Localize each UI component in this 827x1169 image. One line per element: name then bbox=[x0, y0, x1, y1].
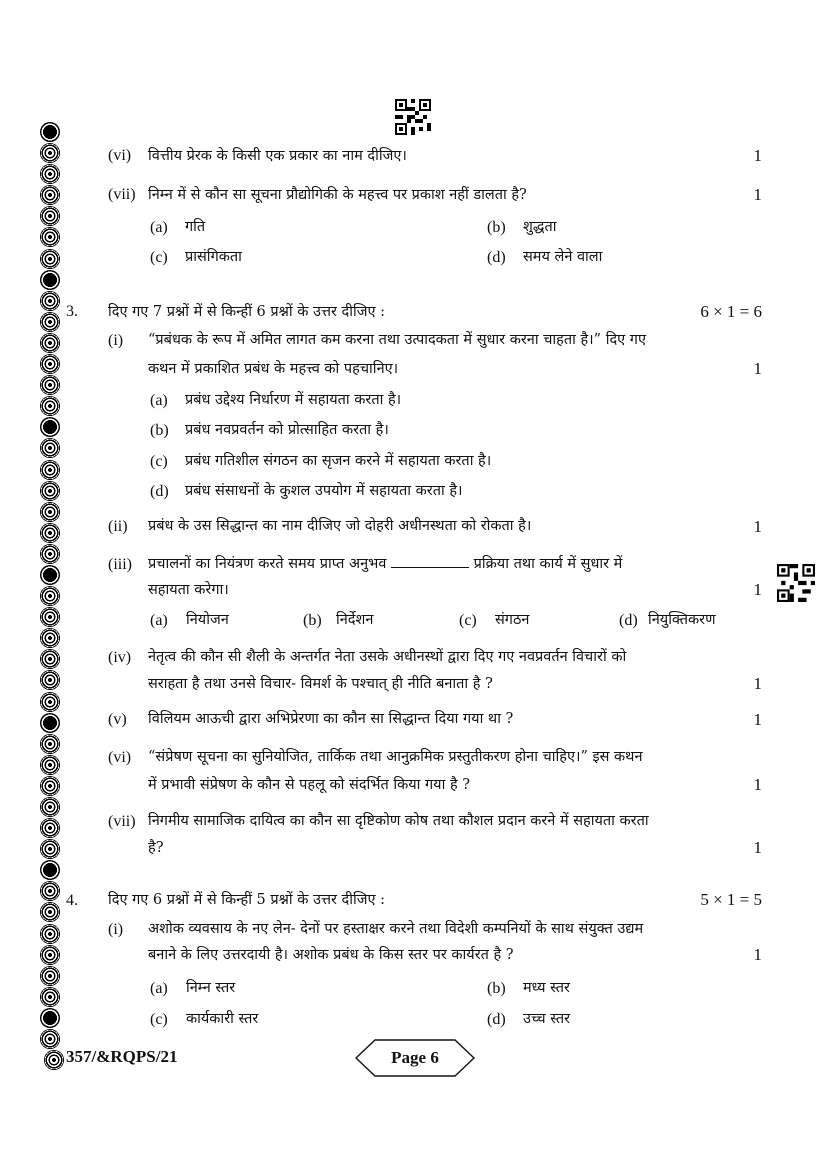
q3-instruction: दिए गए 7 प्रश्नों में से किन्हीं 6 प्रश्नों के उत्तर दीजिए : bbox=[108, 304, 385, 320]
q2-vi-text: वित्तीय प्रेरक के किसी एक प्रकार का नाम दीजिए। bbox=[148, 148, 407, 164]
q3-v-marks: 1 bbox=[753, 710, 762, 729]
border-ring bbox=[40, 354, 60, 374]
q4-i-option-c: कार्यकारी स्तर bbox=[186, 1011, 259, 1027]
border-ring bbox=[40, 438, 60, 458]
q4-i-option-d: उच्च स्तर bbox=[523, 1011, 571, 1027]
border-ring bbox=[40, 523, 60, 543]
q2-vii-option-a-label: (a) bbox=[150, 219, 168, 236]
border-ring bbox=[40, 839, 60, 859]
page-number: Page 6 bbox=[391, 1048, 439, 1067]
q3-i-line1: “प्रबंधक के रूप में अमित लागत कम करना तथा उत्पादकता में सुधार करना चाहता है।” दिए गए bbox=[148, 332, 646, 348]
q2-vii-text: निम्न में से कौन सा सूचना प्रौद्योगिकी के महत्त्व पर प्रकाश नहीं डालता है? bbox=[148, 187, 527, 203]
q3-iii-option-d: नियुक्तिकरण bbox=[648, 612, 716, 628]
q3-vii-number: (vii) bbox=[108, 813, 136, 830]
q3-v-number: (v) bbox=[108, 711, 127, 728]
q3-i-option-a-label: (a) bbox=[150, 392, 168, 409]
border-ring bbox=[40, 185, 60, 205]
q2-vii-marks: 1 bbox=[753, 185, 762, 204]
border-ring bbox=[40, 1029, 60, 1049]
border-ring bbox=[40, 692, 60, 712]
q3-iv-line2: सराहता है तथा उनसे विचार- विमर्श के पश्चात् ही नीति बनाता है ? bbox=[148, 676, 493, 692]
border-ring bbox=[40, 270, 60, 290]
qr-code-top bbox=[395, 99, 431, 135]
border-ring bbox=[40, 502, 60, 522]
border-ring bbox=[40, 396, 60, 416]
q3-v-text: विलियम आऊची द्वारा अभिप्रेरणा का कौन सा सिद्धान्त दिया गया था ? bbox=[148, 711, 514, 727]
q4-i-option-a-label: (a) bbox=[150, 980, 168, 997]
q3-i-marks: 1 bbox=[753, 359, 762, 378]
q3-i-option-d: प्रबंध संसाधनों के कुशल उपयोग में सहायता करता है। bbox=[185, 483, 463, 499]
border-ring bbox=[40, 607, 60, 627]
border-ring bbox=[40, 670, 60, 690]
border-ring bbox=[40, 312, 60, 332]
border-ring bbox=[40, 249, 60, 269]
border-ring bbox=[40, 333, 60, 353]
q3-iii-number: (iii) bbox=[108, 556, 132, 573]
border-ring bbox=[40, 713, 60, 733]
q2-vii-option-b: शुद्धता bbox=[523, 219, 557, 235]
q3-iii-option-d-label: (d) bbox=[619, 612, 638, 629]
q4-i-option-b: मध्य स्तर bbox=[523, 980, 570, 996]
q4-i-number: (i) bbox=[108, 921, 124, 938]
q3-i-option-c: प्रबंध गतिशील संगठन का सृजन करने में सहायता करता है। bbox=[185, 453, 492, 469]
q3-i-number: (i) bbox=[108, 332, 124, 349]
q3-iii-line1 bbox=[148, 554, 622, 574]
q3-i-option-b: प्रबंध नवप्रवर्तन को प्रोत्साहित करता है। bbox=[185, 422, 389, 438]
q3-number: 3. bbox=[66, 303, 78, 320]
q3-i-option-d-label: (d) bbox=[150, 483, 169, 500]
q3-vi-marks: 1 bbox=[753, 775, 762, 794]
border-ring bbox=[40, 902, 60, 922]
q2-vi-marks: 1 bbox=[753, 146, 762, 165]
fill-in-blank bbox=[391, 555, 469, 568]
q3-vii-line1: निगमीय सामाजिक दायित्व का कौन सा दृष्टिकोण कोष तथा कौशल प्रदान करने में सहायता करता bbox=[148, 813, 649, 829]
footer-ring-icon bbox=[44, 1050, 64, 1070]
q3-i-option-b-label: (b) bbox=[150, 422, 169, 439]
border-ring bbox=[40, 375, 60, 395]
border-ring bbox=[40, 776, 60, 796]
border-ring bbox=[40, 649, 60, 669]
q2-vii-option-b-label: (b) bbox=[487, 219, 506, 236]
border-ring bbox=[40, 1008, 60, 1028]
border-ring bbox=[40, 460, 60, 480]
qr-code-side bbox=[777, 564, 815, 602]
q4-i-line2: बनाने के लिए उत्तरदायी है। अशोक प्रबंध के किस स्तर पर कार्यरत है ? bbox=[148, 947, 514, 963]
q2-vi-number: (vi) bbox=[108, 147, 132, 164]
q4-i-option-b-label: (b) bbox=[487, 980, 506, 997]
border-ring bbox=[40, 966, 60, 986]
border-ring bbox=[40, 291, 60, 311]
q3-iii-marks: 1 bbox=[753, 580, 762, 599]
border-ring bbox=[40, 860, 60, 880]
q3-iv-marks: 1 bbox=[753, 674, 762, 693]
q3-ii-number: (ii) bbox=[108, 518, 128, 535]
border-ring bbox=[40, 122, 60, 142]
border-ring bbox=[40, 544, 60, 564]
border-ring bbox=[40, 924, 60, 944]
border-ring bbox=[40, 628, 60, 648]
q3-iii-option-b: निर्देशन bbox=[336, 612, 374, 628]
q4-i-option-a: निम्न स्तर bbox=[186, 980, 236, 996]
q3-ii-text: प्रबंध के उस सिद्धान्त का नाम दीजिए जो दोहरी अधीनस्थता को रोकता है। bbox=[148, 518, 532, 534]
q2-vii-option-d-label: (d) bbox=[487, 249, 506, 266]
q3-section-marks: 6 × 1 = 6 bbox=[700, 302, 762, 321]
q4-instruction: दिए गए 6 प्रश्नों में से किन्हीं 5 प्रश्नों के उत्तर दीजिए : bbox=[108, 892, 385, 908]
q3-i-line2: कथन में प्रकाशित प्रबंध के महत्त्व को पहचानिए। bbox=[148, 361, 399, 377]
q3-iii-line1-start: प्रचालनों का नियंत्रण करते समय प्राप्त अनुभव bbox=[148, 556, 387, 572]
q4-i-marks: 1 bbox=[753, 945, 762, 964]
border-ring bbox=[40, 206, 60, 226]
q3-vii-marks: 1 bbox=[753, 838, 762, 857]
border-ring bbox=[40, 987, 60, 1007]
q2-vii-number: (vii) bbox=[108, 186, 136, 203]
q4-section-marks: 5 × 1 = 5 bbox=[700, 890, 762, 909]
border-ring bbox=[40, 164, 60, 184]
q3-iii-option-b-label: (b) bbox=[303, 612, 322, 629]
left-border-rings bbox=[40, 122, 64, 1050]
q3-iii-option-a: नियोजन bbox=[186, 612, 229, 628]
border-ring bbox=[40, 227, 60, 247]
border-ring bbox=[40, 143, 60, 163]
q2-vii-option-d: समय लेने वाला bbox=[523, 249, 603, 265]
paper-code: 357/&RQPS/21 bbox=[66, 1047, 178, 1066]
q3-iii-option-c: संगठन bbox=[495, 612, 530, 628]
border-ring bbox=[40, 417, 60, 437]
q3-i-option-a: प्रबंध उद्देश्य निर्धारण में सहायता करता है। bbox=[185, 392, 402, 408]
border-ring bbox=[40, 565, 60, 585]
border-ring bbox=[40, 818, 60, 838]
page-number-badge bbox=[355, 1038, 475, 1078]
q4-number: 4. bbox=[66, 892, 78, 909]
border-ring bbox=[40, 755, 60, 775]
q2-vii-option-c-label: (c) bbox=[150, 249, 168, 266]
q2-vii-option-c: प्रासंगिकता bbox=[185, 249, 242, 265]
q3-iii-option-c-label: (c) bbox=[459, 612, 477, 629]
border-ring bbox=[40, 881, 60, 901]
q3-vi-line2: में प्रभावी संप्रेषण के कौन से पहलू को संदर्भित किया गया है ? bbox=[148, 777, 471, 793]
q4-i-option-c-label: (c) bbox=[150, 1011, 168, 1028]
q3-vi-number: (vi) bbox=[108, 749, 132, 766]
q3-vii-line2: है? bbox=[148, 840, 164, 856]
border-ring bbox=[40, 734, 60, 754]
q3-iv-line1: नेतृत्व की कौन सी शैली के अन्तर्गत नेता उसके अधीनस्थों द्वारा दिए गए नवप्रवर्तन विचारों को bbox=[148, 649, 627, 665]
border-ring bbox=[40, 481, 60, 501]
q4-i-line1: अशोक व्यवसाय के नए लेन- देनों पर हस्ताक्षर करने तथा विदेशी कम्पनियों के साथ संयुक्त उद्यम bbox=[148, 921, 644, 937]
q4-i-option-d-label: (d) bbox=[487, 1011, 506, 1028]
q3-iii-line2: सहायता करेगा। bbox=[148, 582, 229, 598]
q3-i-option-c-label: (c) bbox=[150, 453, 168, 470]
q3-iii-option-a-label: (a) bbox=[150, 612, 168, 629]
border-ring bbox=[40, 797, 60, 817]
q3-iv-number: (iv) bbox=[108, 649, 132, 666]
border-ring bbox=[40, 945, 60, 965]
q3-ii-marks: 1 bbox=[753, 517, 762, 536]
q3-iii-line1-end: प्रक्रिया तथा कार्य में सुधार में bbox=[473, 556, 623, 572]
border-ring bbox=[40, 586, 60, 606]
q3-vi-line1: “संप्रेषण सूचना का सुनियोजित, तार्किक तथा आनुक्रमिक प्रस्तुतीकरण होना चाहिए।” इस कथन bbox=[148, 749, 643, 765]
q2-vii-option-a: गति bbox=[185, 219, 206, 235]
